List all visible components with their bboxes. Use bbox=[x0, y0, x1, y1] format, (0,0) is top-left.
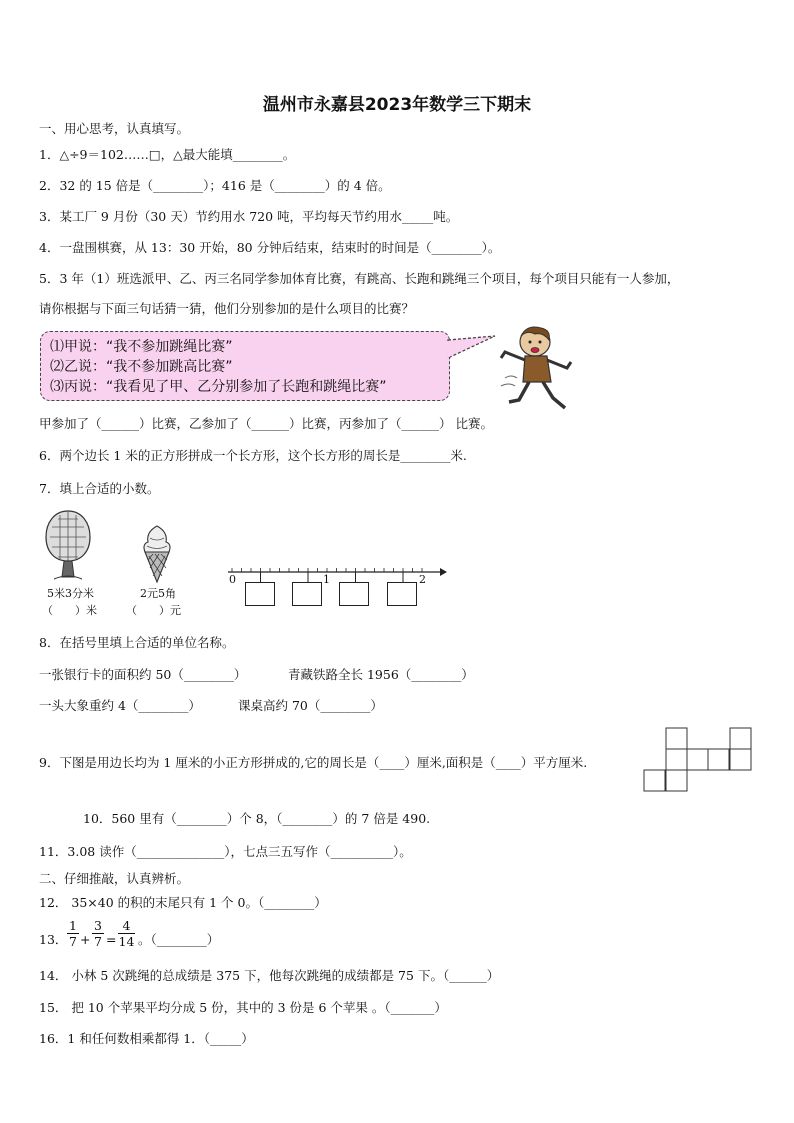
bubble-line-2: ⑵乙说：“我不参加跳高比赛” bbox=[50, 359, 233, 375]
question-6: 6．两个边长 1 米的正方形拼成一个长方形，这个长方形的周长是________米. bbox=[39, 448, 467, 463]
question-3: 3．某工厂 9 月份（30 天）节约用水 720 吨，平均每天节约用水_____吨。 bbox=[39, 209, 459, 224]
question-13-suffix: 。（________） bbox=[138, 932, 220, 947]
bubble-line-3: ⑶丙说：“我看见了甲、乙分别参加了长跑和跳绳比赛” bbox=[50, 379, 387, 395]
answer-box-3[interactable] bbox=[339, 582, 369, 606]
question-8-item-4: 课桌高约 70（________） bbox=[238, 698, 383, 713]
ice-cream-blank: （ ）元 bbox=[126, 604, 181, 617]
fraction-1 bbox=[67, 919, 79, 948]
fraction-1-denominator: 7 bbox=[69, 934, 77, 949]
speech-bubble bbox=[40, 331, 450, 401]
fraction-2-denominator: 7 bbox=[94, 934, 102, 949]
question-5-line-1: 5．3 年（1）班选派甲、乙、丙三名同学参加体育比赛，有跳高、长跑和跳绳三个项目，每个项目只能有一人参加， bbox=[39, 271, 680, 286]
ice-cream-icon bbox=[140, 524, 174, 584]
question-10: 10．560 里有（________）个 8，（________）的 7 倍是 490. bbox=[83, 811, 431, 826]
fraction-3-denominator: 14 bbox=[118, 934, 135, 949]
answer-box-4[interactable] bbox=[387, 582, 417, 606]
tree-blank: （ ）米 bbox=[42, 604, 97, 617]
question-15: 15． 把 10 个苹果平均分成 5 份，其中的 3 份是 6 个苹果 。（_______） bbox=[39, 1000, 447, 1015]
page-title: 温州市永嘉县2023年数学三下期末 bbox=[262, 95, 532, 115]
question-13-prefix: 13． bbox=[39, 932, 68, 947]
ice-cream-label: 2元5角 bbox=[140, 587, 176, 600]
question-8: 8．在括号里填上合适的单位名称。 bbox=[39, 635, 235, 650]
answer-box-2[interactable] bbox=[292, 582, 322, 606]
number-line-tick-0: 0 bbox=[229, 573, 236, 586]
question-8-item-2: 青藏铁路全长 1956（________） bbox=[288, 667, 474, 682]
question-14: 14． 小林 5 次跳绳的总成绩是 375 下，他每次跳绳的成绩都是 75 下。（______） bbox=[39, 968, 500, 983]
fraction-1-numerator: 1 bbox=[69, 918, 77, 933]
fraction-2 bbox=[92, 919, 104, 948]
section-1-heading: 一、用心思考，认真填写。 bbox=[39, 121, 190, 136]
question-2: 2．32 的 15 倍是（________）；416 是（________）的 4 倍。 bbox=[39, 178, 391, 193]
fraction-3-numerator: 4 bbox=[122, 918, 131, 933]
number-line-tick-2: 2 bbox=[419, 573, 426, 586]
bubble-tail-icon bbox=[440, 334, 500, 364]
fraction-3 bbox=[118, 919, 135, 948]
number-line bbox=[222, 562, 447, 582]
fraction-2-numerator: 3 bbox=[94, 918, 102, 933]
question-7: 7．填上合适的小数。 bbox=[39, 481, 160, 496]
plus-sign: + bbox=[80, 932, 91, 947]
number-line-tick-1: 1 bbox=[323, 573, 330, 586]
question-12: 12． 35×40 的积的末尾只有 1 个 0。（________） bbox=[39, 895, 327, 910]
question-9: 9．下图是用边长均为 1 厘米的小正方形拼成的,它的周长是（____）厘米,面积是（____）平方厘米. bbox=[39, 755, 588, 770]
question-11: 11．3.08 读作（______________），七点三五写作（__________）。 bbox=[39, 844, 412, 859]
running-boy-icon bbox=[497, 322, 575, 414]
tree-icon bbox=[40, 507, 96, 583]
answer-box-1[interactable] bbox=[245, 582, 275, 606]
question-5-answer: 甲参加了（______）比赛，乙参加了（______）比赛，丙参加了（______） 比赛。 bbox=[39, 416, 493, 431]
square-figure bbox=[642, 727, 754, 793]
tree-label: 5米3分米 bbox=[47, 587, 94, 600]
question-4: 4．一盘围棋赛，从 13：30 开始，80 分钟后结束，结束时的时间是（________）。 bbox=[39, 240, 501, 255]
question-5-line-2: 请你根据与下面三句话猜一猜，他们分别参加的是什么项目的比赛？ bbox=[39, 301, 415, 316]
equals-sign: = bbox=[106, 932, 117, 947]
question-8-item-3: 一头大象重约 4（________） bbox=[39, 698, 201, 713]
bubble-line-1: ⑴甲说：“我不参加跳绳比赛” bbox=[50, 339, 233, 355]
question-16: 16．1 和任何数相乘都得 1．（_____） bbox=[39, 1031, 254, 1046]
section-2-heading: 二、仔细推敲，认真辨析。 bbox=[39, 871, 190, 886]
question-8-item-1: 一张银行卡的面积约 50（________） bbox=[39, 667, 247, 682]
question-1: 1．△÷9＝102……□，△最大能填________。 bbox=[39, 147, 296, 162]
